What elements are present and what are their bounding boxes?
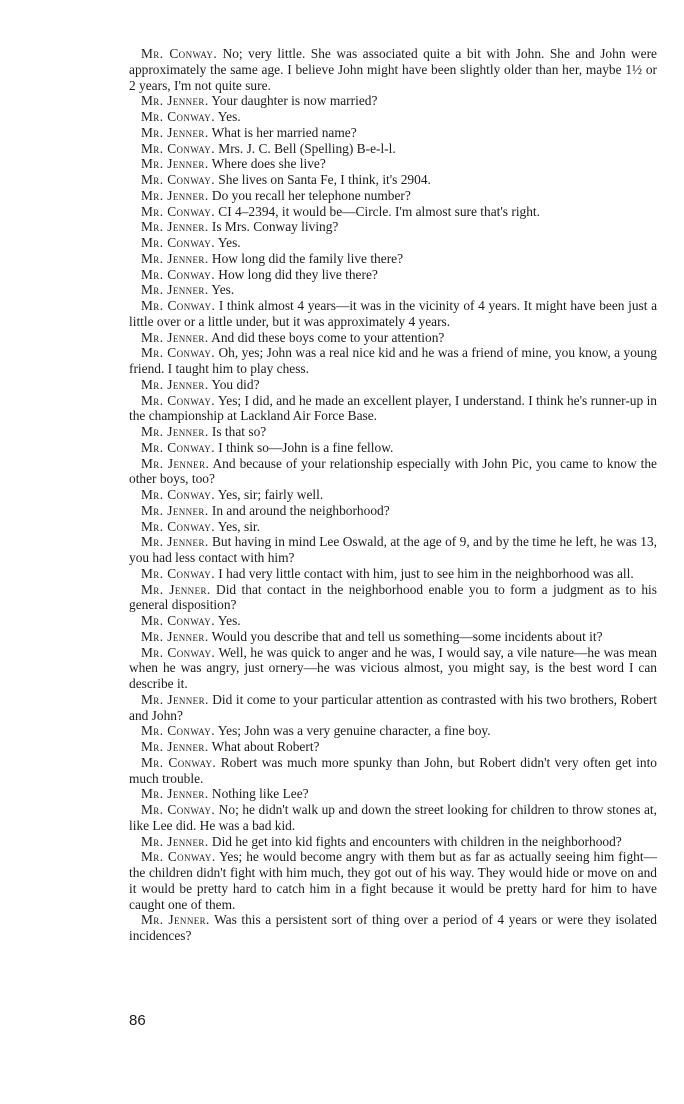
- testimony-paragraph: [129, 739, 657, 755]
- testimony-paragraph: [129, 141, 657, 157]
- speaker-label: Mr. Jenner.: [141, 628, 209, 644]
- speaker-label: Mr. Conway.: [141, 754, 217, 770]
- speech-text: Did that contact in the neighborhood enable you to form a judgment as to his general disposition?: [129, 581, 657, 613]
- speech-text: Robert was much more spunky than John, but Robert didn't very often get into much trouble.: [129, 754, 657, 786]
- speech-text: Yes, sir.: [214, 518, 260, 534]
- speech-text: Yes, sir; fairly well.: [214, 487, 324, 502]
- testimony-paragraph: [129, 377, 657, 393]
- speech-text: Yes.: [214, 235, 241, 250]
- speech-text: Yes.: [208, 282, 235, 298]
- testimony-paragraph: [129, 156, 657, 172]
- testimony-paragraph: [129, 204, 657, 220]
- testimony-paragraph: [129, 582, 657, 614]
- speech-text: Was this a persistent sort of thing over a period of 4 years or were they isolated incidences?: [129, 912, 657, 943]
- speaker-label: Mr. Jenner.: [141, 502, 209, 518]
- speaker-label: Mr. Conway.: [141, 723, 215, 739]
- speech-text: Did he get into kid fights and encounters with children in the neighborhood?: [208, 833, 622, 849]
- speaker-label: Mr. Jenner.: [141, 250, 209, 266]
- speaker-label: Mr. Jenner.: [141, 187, 209, 203]
- testimony-paragraph: [129, 487, 657, 503]
- speech-text: Is Mrs. Conway living?: [208, 219, 339, 235]
- testimony-paragraph: [129, 786, 657, 802]
- testimony-paragraph: [129, 503, 657, 519]
- speech-text: Mrs. J. C. Bell (Spelling) B-e-l-l.: [214, 140, 396, 156]
- speech-text: Yes; John was a very genuine character, a fine boy.: [214, 723, 491, 739]
- speaker-label: Mr. Jenner.: [141, 219, 209, 235]
- testimony-paragraph: [129, 219, 657, 235]
- page-number: 86: [129, 1012, 146, 1029]
- speaker-label: Mr. Conway.: [141, 518, 215, 534]
- speaker-label: Mr. Conway.: [141, 298, 216, 313]
- speech-text: And because of your relationship especially with John Pic, you came to know the other boys, too?: [129, 455, 657, 487]
- speaker-label: Mr. Jenner.: [141, 691, 209, 707]
- speech-text: Yes.: [214, 109, 241, 124]
- speaker-label: Mr. Conway.: [141, 140, 215, 156]
- speech-text: In and around the neighborhood?: [208, 502, 390, 518]
- testimony-paragraph: [129, 188, 657, 204]
- speaker-label: Mr. Jenner.: [141, 93, 209, 109]
- speaker-label: Mr. Conway.: [141, 235, 215, 250]
- speech-text: How long did they live there?: [214, 266, 378, 282]
- testimony-paragraph: [129, 645, 657, 692]
- speaker-label: Mr. Conway.: [141, 345, 216, 361]
- speaker-label: Mr. Conway.: [141, 392, 216, 408]
- speaker-label: Mr. Conway.: [141, 266, 215, 282]
- speech-text: No; very little. She was associated quite a bit with John. She and John were approximately the same age. I believe John might have been slightly older than her, maybe 1½ or 2 years, I'm not quite sure.: [129, 46, 658, 93]
- speaker-label: Mr. Conway.: [141, 172, 215, 187]
- speech-text: Would you describe that and tell us something—some incidents about it?: [208, 628, 603, 644]
- transcript-body: [129, 46, 657, 944]
- speech-text: But having in mind Lee Oswald, at the age of 9, and by the time he left, he was 13, you had less contact with him?: [129, 534, 658, 565]
- speech-text: I think so—John is a fine fellow.: [214, 439, 394, 455]
- testimony-paragraph: [129, 802, 657, 834]
- speaker-label: Mr. Conway.: [141, 203, 215, 219]
- speaker-label: Mr. Conway.: [141, 613, 215, 628]
- speaker-label: Mr. Conway.: [141, 487, 215, 502]
- testimony-paragraph: [129, 723, 657, 739]
- testimony-paragraph: [129, 519, 657, 535]
- speech-text: What about Robert?: [208, 739, 320, 754]
- speaker-label: Mr. Conway.: [141, 802, 216, 817]
- speech-text: Where does she live?: [208, 156, 326, 172]
- speech-text: Oh, yes; John was a real nice kid and he was a friend of mine, you know, a young friend. I taught him to play chess.: [129, 345, 657, 376]
- testimony-paragraph: [129, 440, 657, 456]
- speech-text: No; he didn't walk up and down the street looking for children to throw stones at, like Lee did. He was a bad kid.: [129, 802, 657, 833]
- speaker-label: Mr. Conway.: [141, 46, 218, 61]
- testimony-paragraph: [129, 267, 657, 283]
- speech-text: Well, he was quick to anger and he was, I would say, a vile nature—he was mean when he was angry, just ornery—he was vicious almost, you might say, is the best word I can describe it.: [129, 644, 658, 691]
- speech-text: I think almost 4 years—it was in the vicinity of 4 years. It might have been just a little over or a little under, but it was approximately 4 years.: [129, 298, 658, 329]
- testimony-paragraph: [129, 46, 657, 93]
- speaker-label: Mr. Jenner.: [141, 282, 209, 298]
- speech-text: Your daughter is now married?: [208, 93, 378, 109]
- speaker-label: Mr. Jenner.: [141, 124, 209, 140]
- testimony-paragraph: [129, 251, 657, 267]
- speech-text: Yes.: [214, 613, 241, 628]
- speech-text: Yes; I did, and he made an excellent player, I understand. I think he's runner-up in the championship at Lackland Air Force Base.: [129, 392, 657, 424]
- speaker-label: Mr. Jenner.: [141, 156, 209, 172]
- speaker-label: Mr. Jenner.: [141, 376, 209, 392]
- speech-text: Yes; he would become angry with them but as far as actually seeing him fight—the children didn't fight with him much, they got out of his way. They would hide or move on and it would be pretty hard to catch him in a fight because it would be pretty hard for him to have caught one of them.: [129, 849, 657, 912]
- speech-text: What is her married name?: [208, 124, 357, 140]
- testimony-paragraph: [129, 109, 657, 125]
- testimony-paragraph: [129, 534, 657, 566]
- speech-text: Is that so?: [208, 424, 267, 439]
- testimony-paragraph: [129, 235, 657, 251]
- speaker-label: Mr. Jenner.: [141, 739, 209, 754]
- speaker-label: Mr. Conway.: [141, 109, 215, 124]
- testimony-paragraph: [129, 834, 657, 850]
- testimony-paragraph: [129, 424, 657, 440]
- speech-text: CI 4–2394, it would be—Circle. I'm almost sure that's right.: [214, 203, 540, 219]
- testimony-paragraph: [129, 613, 657, 629]
- testimony-paragraph: [129, 330, 657, 346]
- testimony-paragraph: [129, 172, 657, 188]
- testimony-paragraph: [129, 912, 657, 944]
- testimony-paragraph: [129, 566, 657, 582]
- testimony-paragraph: [129, 93, 657, 109]
- speaker-label: Mr. Jenner.: [141, 833, 209, 849]
- speech-text: I had very little contact with him, just to see him in the neighborhood was all.: [214, 565, 634, 581]
- testimony-paragraph: [129, 125, 657, 141]
- testimony-paragraph: [129, 393, 657, 425]
- speaker-label: Mr. Jenner.: [141, 329, 209, 345]
- speaker-label: Mr. Jenner.: [141, 581, 211, 597]
- speech-text: Did it come to your particular attention as contrasted with his two brothers, Robert and John?: [129, 691, 657, 723]
- testimony-paragraph: [129, 298, 657, 330]
- speaker-label: Mr. Jenner.: [141, 455, 210, 471]
- speech-text: And did these boys come to your attention?: [208, 329, 445, 345]
- speech-text: You did?: [208, 376, 260, 392]
- speaker-label: Mr. Jenner.: [141, 786, 209, 802]
- testimony-paragraph: [129, 849, 657, 912]
- speaker-label: Mr. Conway.: [141, 849, 216, 865]
- testimony-paragraph: [129, 345, 657, 377]
- speech-text: Nothing like Lee?: [208, 786, 309, 802]
- speaker-label: Mr. Conway.: [141, 439, 215, 455]
- testimony-paragraph: [129, 755, 657, 787]
- speech-text: She lives on Santa Fe, I think, it's 2904.: [214, 172, 431, 187]
- speaker-label: Mr. Jenner.: [141, 424, 209, 439]
- speaker-label: Mr. Jenner.: [141, 912, 210, 928]
- speaker-label: Mr. Conway.: [141, 565, 215, 581]
- speech-text: How long did the family live there?: [208, 250, 404, 266]
- testimony-paragraph: [129, 282, 657, 298]
- speech-text: Do you recall her telephone number?: [208, 187, 411, 203]
- testimony-paragraph: [129, 456, 657, 488]
- speaker-label: Mr. Jenner.: [141, 534, 209, 550]
- testimony-paragraph: [129, 629, 657, 645]
- testimony-paragraph: [129, 692, 657, 724]
- speaker-label: Mr. Conway.: [141, 644, 216, 660]
